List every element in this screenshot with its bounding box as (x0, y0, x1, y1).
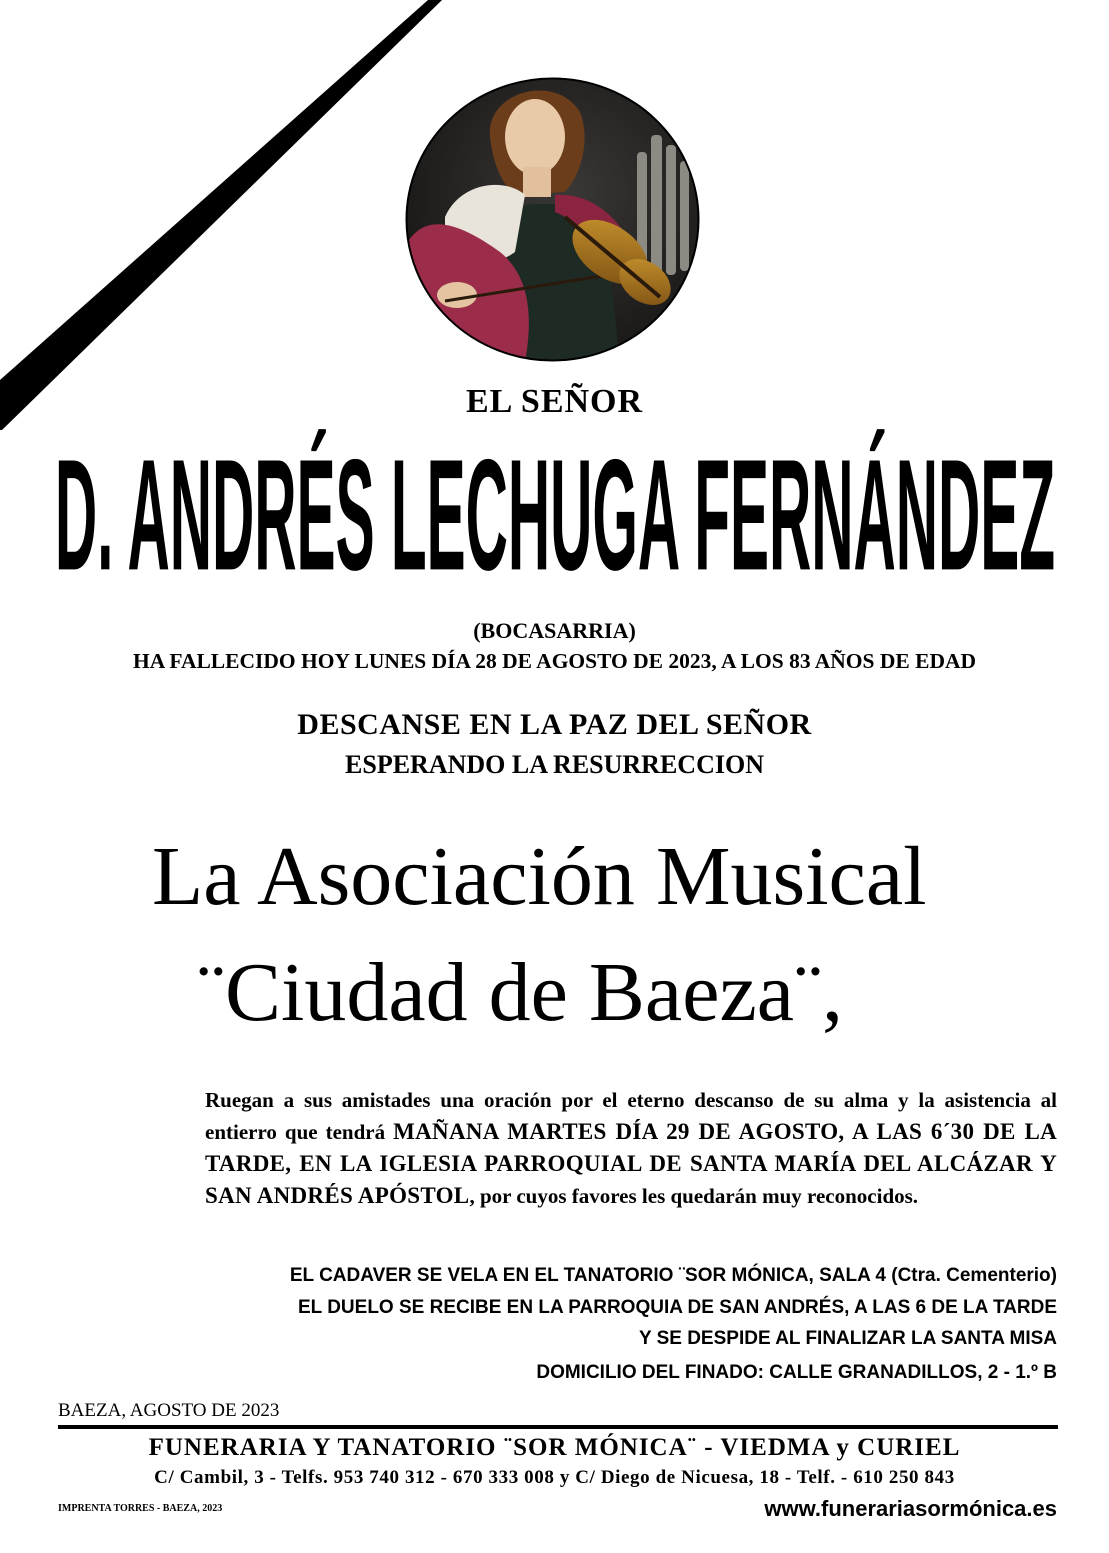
prayer-line-2: ESPERANDO LA RESURRECCION (345, 750, 764, 779)
request-outro: , por cuyos favores les quedarán muy reconocidos. (469, 1184, 919, 1208)
funeral-home-name: FUNERARIA Y TANATORIO ¨SOR MÓNICA¨ - VIEDMA y CURIEL (148, 1434, 961, 1461)
printer-credit: IMPRENTA TORRES - BAEZA, 2023 (58, 1503, 223, 1514)
wake-location: EL CADAVER SE VELA EN EL TANATORIO ¨SOR MÓNICA, SALA 4 (Ctra. Cementerio) (289, 1265, 1057, 1286)
website-link[interactable]: www.funerariasormónica.es (764, 1496, 1057, 1521)
request-highlight: MAÑANA MARTES DÍA 29 DE AGOSTO, A LAS 6´30 DE LA TARDE, EN LA IGLESIA PARROQUIAL DE SANTA MARÍA DEL ALCÁZAR Y SAN ANDRÉS APÓSTOL (205, 1119, 1057, 1208)
association-name-line-1: La Asociación Musical (152, 830, 927, 923)
deceased-name: D. ANDRÉS LECHUGA FERNÁNDEZ (54, 428, 1055, 604)
association-name-line-2: ¨Ciudad de Baeza¨, (197, 946, 844, 1039)
dateline: BAEZA, AGOSTO DE 2023 (58, 1400, 280, 1421)
mourning-reception: EL DUELO SE RECIBE EN LA PARROQUIA DE SAN ANDRÉS, A LAS 6 DE LA TARDE (297, 1297, 1057, 1318)
farewell-note: Y SE DESPIDE AL FINALIZAR LA SANTA MISA (638, 1328, 1057, 1349)
prayer-line-1: DESCANSE EN LA PAZ DEL SEÑOR (297, 708, 812, 741)
deceased-residence: DOMICILIO DEL FINADO: CALLE GRANADILLOS, 2 - 1.º B (536, 1362, 1057, 1383)
death-announcement: HA FALLECIDO HOY LUNES DÍA 28 DE AGOSTO DE 2023, A LOS 83 AÑOS DE EDAD (132, 649, 977, 673)
nickname: (BOCASARRIA) (473, 618, 636, 643)
request-intro: Ruegan a sus amistades una oración por el eterno descanso de su alma y la asistencia al entierro que tendrá (205, 1088, 1057, 1144)
funeral-home-address: C/ Cambil, 3 - Telfs. 953 740 312 - 670 333 008 y C/ Diego de Nicuesa, 18 - Telf. - 610 250 843 (154, 1467, 955, 1488)
deceased-name-block (0, 430, 1109, 630)
honorific: EL SEÑOR (465, 383, 644, 420)
funeral-request-paragraph (205, 1085, 1057, 1212)
footer-divider (58, 1425, 1058, 1429)
saint-with-violin-portrait (405, 77, 700, 362)
